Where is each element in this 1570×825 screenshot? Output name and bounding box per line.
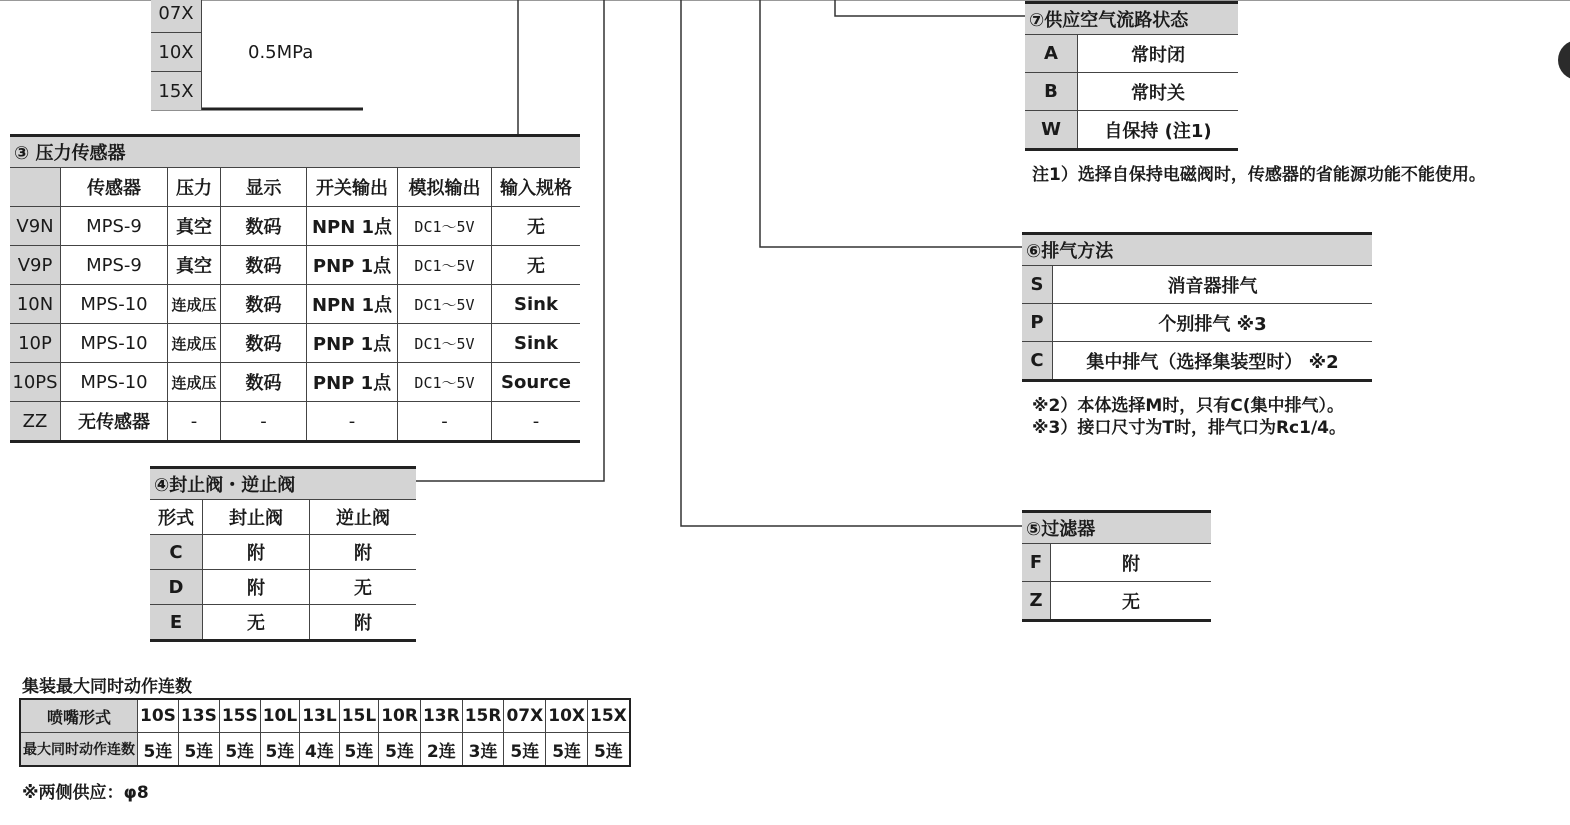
sensor-input-spec: - [492,402,581,442]
valve-table [150,466,416,642]
sensor-display: - [221,402,307,442]
sensor-input-spec: 无 [492,246,581,285]
exhaust-section-title: ⑥排气方法 [1022,234,1372,266]
table-row [1022,266,1372,304]
table-row [151,0,363,33]
column-header: 封止阀 [203,500,310,535]
seal-valve-value: 无 [203,605,310,641]
check-valve-value: 无 [310,570,417,605]
sensor-pressure: 真空 [168,246,221,285]
nozzle-type-cell: 10S [138,699,179,733]
pressure-table [151,0,363,110]
max-count-label: 最大同时动作连数 [20,733,138,767]
filter-code: F [1022,544,1051,582]
valve-section-title: ④封止阀・逆止阀 [150,468,416,500]
table-row [10,402,580,442]
exhaust-desc: 消音器排气 [1053,266,1373,304]
seal-valve-value: 附 [203,535,310,570]
exhaust-desc: 个别排气 ※3 [1053,304,1373,342]
sensor-analog-output: DC1～5V [398,324,492,363]
sensor-pressure: 连成压 [168,324,221,363]
sensor-model: MPS-10 [61,324,168,363]
sensor-display: 数码 [221,324,307,363]
supply-desc: 自保持 (注1) [1078,111,1239,150]
nozzle-type-cell: 10X [546,699,588,733]
filter-section-title: ⑤过滤器 [1022,512,1211,544]
filter-code: Z [1022,582,1051,621]
nozzle-type-cell: 13L [300,699,340,733]
column-header: 压力 [168,168,221,207]
pressure-code: 10X [151,33,202,72]
exhaust-code: P [1022,304,1053,342]
sensor-code: V9P [10,246,61,285]
nozzle-type-cell: 15L [339,699,379,733]
supply-note: ※两侧供应：φ8 [22,783,149,803]
pressure-value [202,0,364,33]
column-header: 输入规格 [492,168,581,207]
max-count-cell: 4连 [300,733,340,767]
column-header [10,168,61,207]
sensor-input-spec: 无 [492,207,581,246]
column-header: 逆止阀 [310,500,417,535]
sensor-model: 无传感器 [61,402,168,442]
sensor-code: ZZ [10,402,61,442]
sensor-display: 数码 [221,207,307,246]
sensor-switch-output: PNP 1点 [307,324,398,363]
supply-footnote: 注1）选择自保持电磁阀时，传感器的省能源功能不能使用。 [1032,165,1486,185]
nozzle-type-cell: 07X [504,699,546,733]
sensor-pressure: 真空 [168,207,221,246]
max-count-cell: 3连 [462,733,504,767]
max-count-cell: 5连 [219,733,260,767]
table-row [1022,304,1372,342]
sensor-code: V9N [10,207,61,246]
exhaust-code: C [1022,342,1053,381]
line-to-exhaust [760,0,1025,247]
nozzle-type-cell: 13R [420,699,462,733]
valve-code: C [150,535,203,570]
sensor-model: MPS-10 [61,285,168,324]
supply-desc: 常时闭 [1078,35,1239,73]
supply-code: W [1025,111,1078,150]
table-header-row [10,168,580,207]
sensor-pressure: 连成压 [168,285,221,324]
supply-code: A [1025,35,1078,73]
column-header: 模拟输出 [398,168,492,207]
exhaust-footnote: ※2）本体选择M时，只有C(集中排气）。 [1032,396,1345,416]
table-row [20,733,630,767]
sensor-input-spec: Sink [492,324,581,363]
check-valve-value: 附 [310,535,417,570]
sensor-model: MPS-10 [61,363,168,402]
max-count-cell: 5连 [546,733,588,767]
max-count-cell: 5连 [339,733,379,767]
column-header: 形式 [150,500,203,535]
check-valve-value: 附 [310,605,417,641]
manifold-title: 集装最大同时动作连数 [22,677,192,697]
max-count-cell: 5连 [178,733,219,767]
sensor-analog-output: DC1～5V [398,246,492,285]
sensor-section-title: ③ 压力传感器 [10,136,580,168]
filter-table [1022,510,1211,622]
table-row [1025,35,1238,73]
nozzle-type-cell: 15R [462,699,504,733]
valve-code: D [150,570,203,605]
pressure-code: 07X [151,0,202,33]
table-row [10,363,580,402]
column-header: 显示 [221,168,307,207]
table-row [1022,342,1372,381]
sensor-code: 10P [10,324,61,363]
max-count-cell: 5连 [138,733,179,767]
sensor-switch-output: PNP 1点 [307,246,398,285]
table-row [150,570,416,605]
pressure-value [202,72,364,111]
sensor-table [10,134,580,443]
sensor-model: MPS-9 [61,246,168,285]
supply-code: B [1025,73,1078,111]
nozzle-type-cell: 10R [379,699,421,733]
sensor-switch-output: NPN 1点 [307,285,398,324]
table-row [10,285,580,324]
exhaust-desc: 集中排气（选择集装型时） ※2 [1053,342,1373,381]
nozzle-type-cell: 15X [588,699,630,733]
table-header-row [150,500,416,535]
sensor-pressure: 连成压 [168,363,221,402]
valve-code: E [150,605,203,641]
nozzle-type-cell: 10L [260,699,300,733]
max-count-cell: 5连 [588,733,630,767]
table-row [1025,73,1238,111]
sensor-analog-output: DC1～5V [398,363,492,402]
filter-desc: 附 [1051,544,1212,582]
table-row [10,324,580,363]
sensor-model: MPS-9 [61,207,168,246]
sensor-display: 数码 [221,246,307,285]
table-header-row [20,699,630,733]
supply-section-title: ⑦供应空气流路状态 [1025,3,1238,35]
pressure-value: 0.5MPa [248,41,314,63]
column-header: 传感器 [61,168,168,207]
nozzle-type-cell: 15S [219,699,260,733]
pressure-code: 15X [151,72,202,111]
max-count-cell: 5连 [504,733,546,767]
sensor-switch-output: PNP 1点 [307,363,398,402]
sensor-display: 数码 [221,363,307,402]
table-row [150,605,416,641]
nozzle-type-label: 喷嘴形式 [20,699,138,733]
sensor-input-spec: Source [492,363,581,402]
table-row [10,207,580,246]
line-to-filter [681,0,1025,526]
sensor-display: 数码 [221,285,307,324]
table-row [10,246,580,285]
table-row [151,33,363,72]
nozzle-type-cell: 13S [178,699,219,733]
table-row [150,535,416,570]
table-row [1022,582,1211,621]
table-row [151,72,363,111]
line-to-supply [835,0,1025,16]
sensor-code: 10N [10,285,61,324]
table-row [1022,544,1211,582]
exhaust-footnote: ※3）接口尺寸为T时，排气口为Rc1/4。 [1032,418,1346,438]
sensor-code: 10PS [10,363,61,402]
column-header: 开关输出 [307,168,398,207]
max-count-cell: 5连 [260,733,300,767]
sensor-analog-output: DC1～5V [398,207,492,246]
filter-desc: 无 [1051,582,1212,621]
table-row [1025,111,1238,150]
exhaust-code: S [1022,266,1053,304]
sensor-analog-output: - [398,402,492,442]
manifold-table [19,698,631,767]
sensor-input-spec: Sink [492,285,581,324]
seal-valve-value: 附 [203,570,310,605]
sensor-analog-output: DC1～5V [398,285,492,324]
supply-table [1025,1,1238,151]
sensor-switch-output: NPN 1点 [307,207,398,246]
sensor-pressure: - [168,402,221,442]
exhaust-table [1022,232,1372,382]
max-count-cell: 5连 [379,733,421,767]
max-count-cell: 2连 [420,733,462,767]
supply-desc: 常时关 [1078,73,1239,111]
sensor-switch-output: - [307,402,398,442]
